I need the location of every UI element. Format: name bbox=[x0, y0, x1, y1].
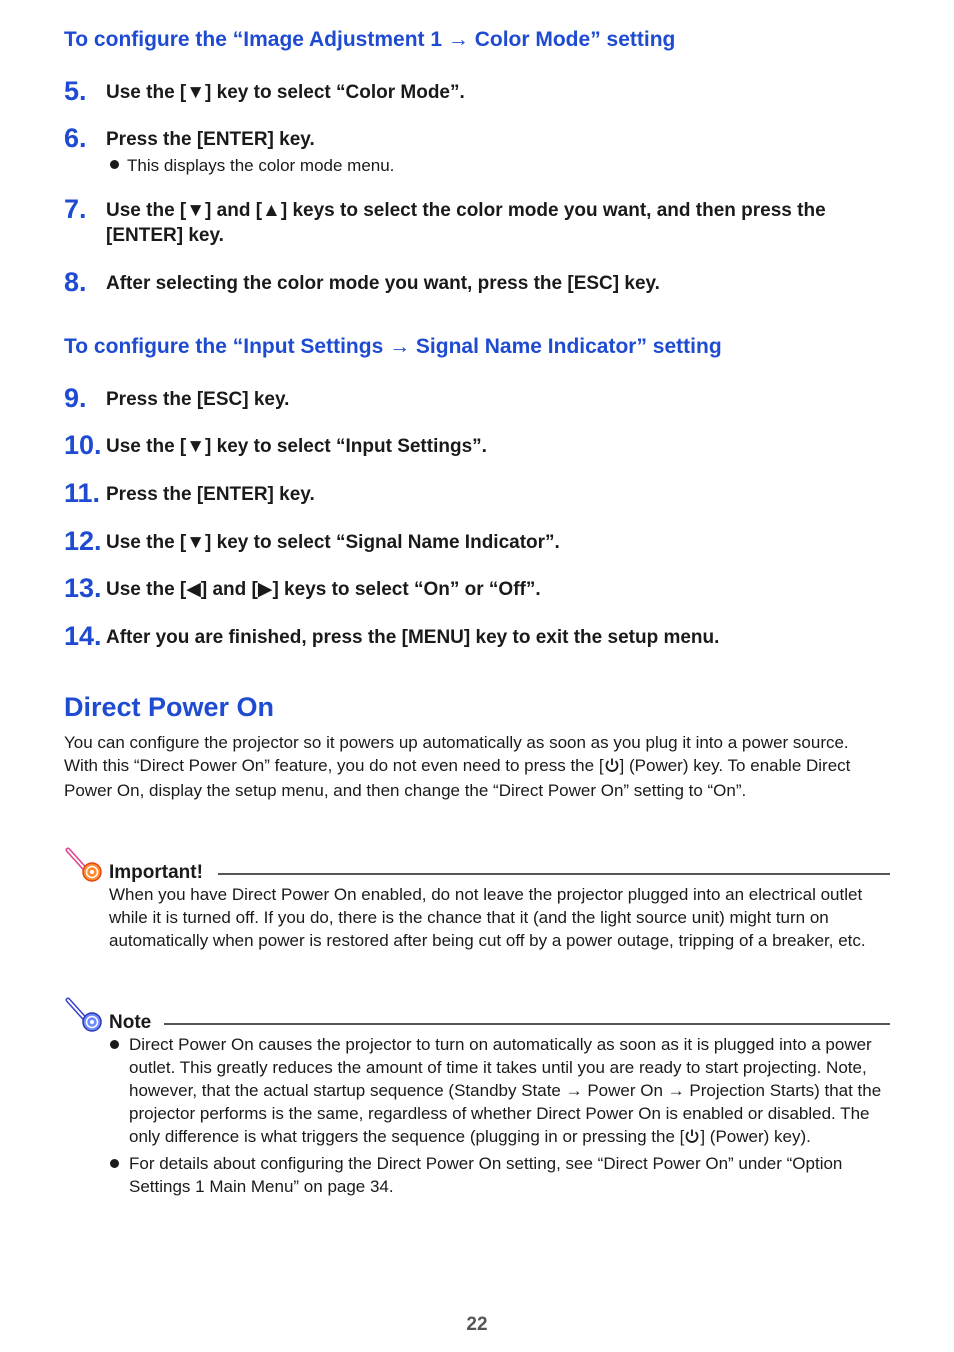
step-11 bbox=[64, 478, 894, 508]
step-number: 13. bbox=[64, 573, 102, 603]
note-item-2: For details about configuring the Direct Power On setting, see “Direct Power On” under “Option Settings 1 Main Menu” on page 34. bbox=[129, 1154, 843, 1196]
note-header bbox=[64, 1008, 890, 1036]
step-number: 14. bbox=[64, 621, 102, 651]
step-number: 11. bbox=[64, 478, 101, 508]
step-number: 8. bbox=[64, 267, 87, 297]
step-text: Use the [▼] key to select “Color Mode”. bbox=[106, 82, 465, 103]
list-item bbox=[109, 1033, 889, 1150]
note-pencil-icon bbox=[64, 994, 106, 1039]
step-text: Use the [▼] key to select “Input Settings”. bbox=[106, 436, 487, 457]
note-rule bbox=[164, 1023, 890, 1025]
step-text: Use the [◀] and [▶] keys to select “On” or “Off”. bbox=[106, 579, 541, 600]
note-list bbox=[109, 1033, 889, 1200]
step-6 bbox=[64, 123, 894, 153]
step-text: After selecting the color mode you want, press the [ESC] key. bbox=[106, 273, 660, 294]
pencil-icon bbox=[64, 844, 106, 889]
step-9 bbox=[64, 383, 894, 413]
color-mode-heading: To configure the “Image Adjustment 1 → Color Mode” setting bbox=[64, 28, 676, 51]
step-12 bbox=[64, 526, 894, 556]
page-number: 22 bbox=[466, 1314, 488, 1335]
step-text: Press the [ENTER] key. bbox=[106, 484, 315, 505]
step-text: Use the [▼] and [▲] keys to select the color mode you want, and then press the [ENTER] key. bbox=[106, 200, 826, 246]
direct-power-title: Direct Power On bbox=[64, 692, 275, 722]
step-text: After you are finished, press the [MENU] key to exit the setup menu. bbox=[106, 627, 720, 648]
step-text: Use the [▼] key to select “Signal Name Indicator”. bbox=[106, 532, 560, 553]
important-label: Important! bbox=[109, 862, 209, 884]
step-8 bbox=[64, 267, 894, 297]
bullet-text: This displays the color mode menu. bbox=[127, 156, 395, 175]
step-number: 7. bbox=[64, 194, 87, 224]
important-rule bbox=[218, 873, 890, 875]
step-6-bullet bbox=[110, 156, 394, 176]
step-10 bbox=[64, 430, 894, 460]
direct-power-paragraph bbox=[64, 731, 884, 802]
power-icon bbox=[684, 1127, 700, 1150]
step-7 bbox=[64, 194, 894, 248]
step-text: Press the [ENTER] key. bbox=[106, 129, 315, 150]
step-number: 9. bbox=[64, 383, 87, 413]
step-5 bbox=[64, 76, 894, 106]
note-item-1-a: Direct Power On causes the projector to turn on automatically as soon as it is plugged into a power outlet. This greatly reduces the amount of time it takes until you are ready to start projecting. Note, however, that the actual startup sequence (Standby State → Power On → Projection Starts) that the projector performs is the same, regardless of whether Direct Power On is enabled or disabled. The only difference is what triggers the sequence (plugging in or pressing the [ bbox=[129, 1035, 882, 1146]
note-label: Note bbox=[109, 1012, 157, 1034]
step-number: 5. bbox=[64, 76, 87, 106]
paragraph-text-a: You can configure the projector so it powers up automatically as soon as you plug it into a power source. With this “Direct Power On” feature, you do not even need to press the [ bbox=[64, 733, 849, 775]
signal-name-heading: To configure the “Input Settings → Signal Name Indicator” setting bbox=[64, 335, 722, 358]
power-icon bbox=[604, 756, 620, 779]
step-14 bbox=[64, 621, 894, 651]
list-item bbox=[109, 1152, 889, 1198]
step-number: 12. bbox=[64, 526, 102, 556]
paragraph-text-b: ] (Power) key. To enable Direct Power On, display the setup menu, and then change the “Direct Power On” setting to “On”. bbox=[64, 756, 851, 800]
step-number: 10. bbox=[64, 430, 102, 460]
bullet-dot bbox=[110, 160, 119, 169]
step-number: 6. bbox=[64, 123, 87, 153]
important-text: When you have Direct Power On enabled, do not leave the projector plugged into an electrical outlet while it is turned off. If you do, there is the chance that it (and the light source unit) might turn on automatically when power is restored after being cut off by a power outage, tripping of a breaker, etc. bbox=[109, 885, 866, 950]
important-header bbox=[64, 858, 890, 886]
bullet-dot bbox=[110, 1159, 119, 1168]
bullet-dot bbox=[110, 1040, 119, 1049]
step-13 bbox=[64, 573, 894, 603]
step-text: Press the [ESC] key. bbox=[106, 389, 290, 410]
note-item-1-b: ] (Power) key). bbox=[700, 1127, 811, 1146]
